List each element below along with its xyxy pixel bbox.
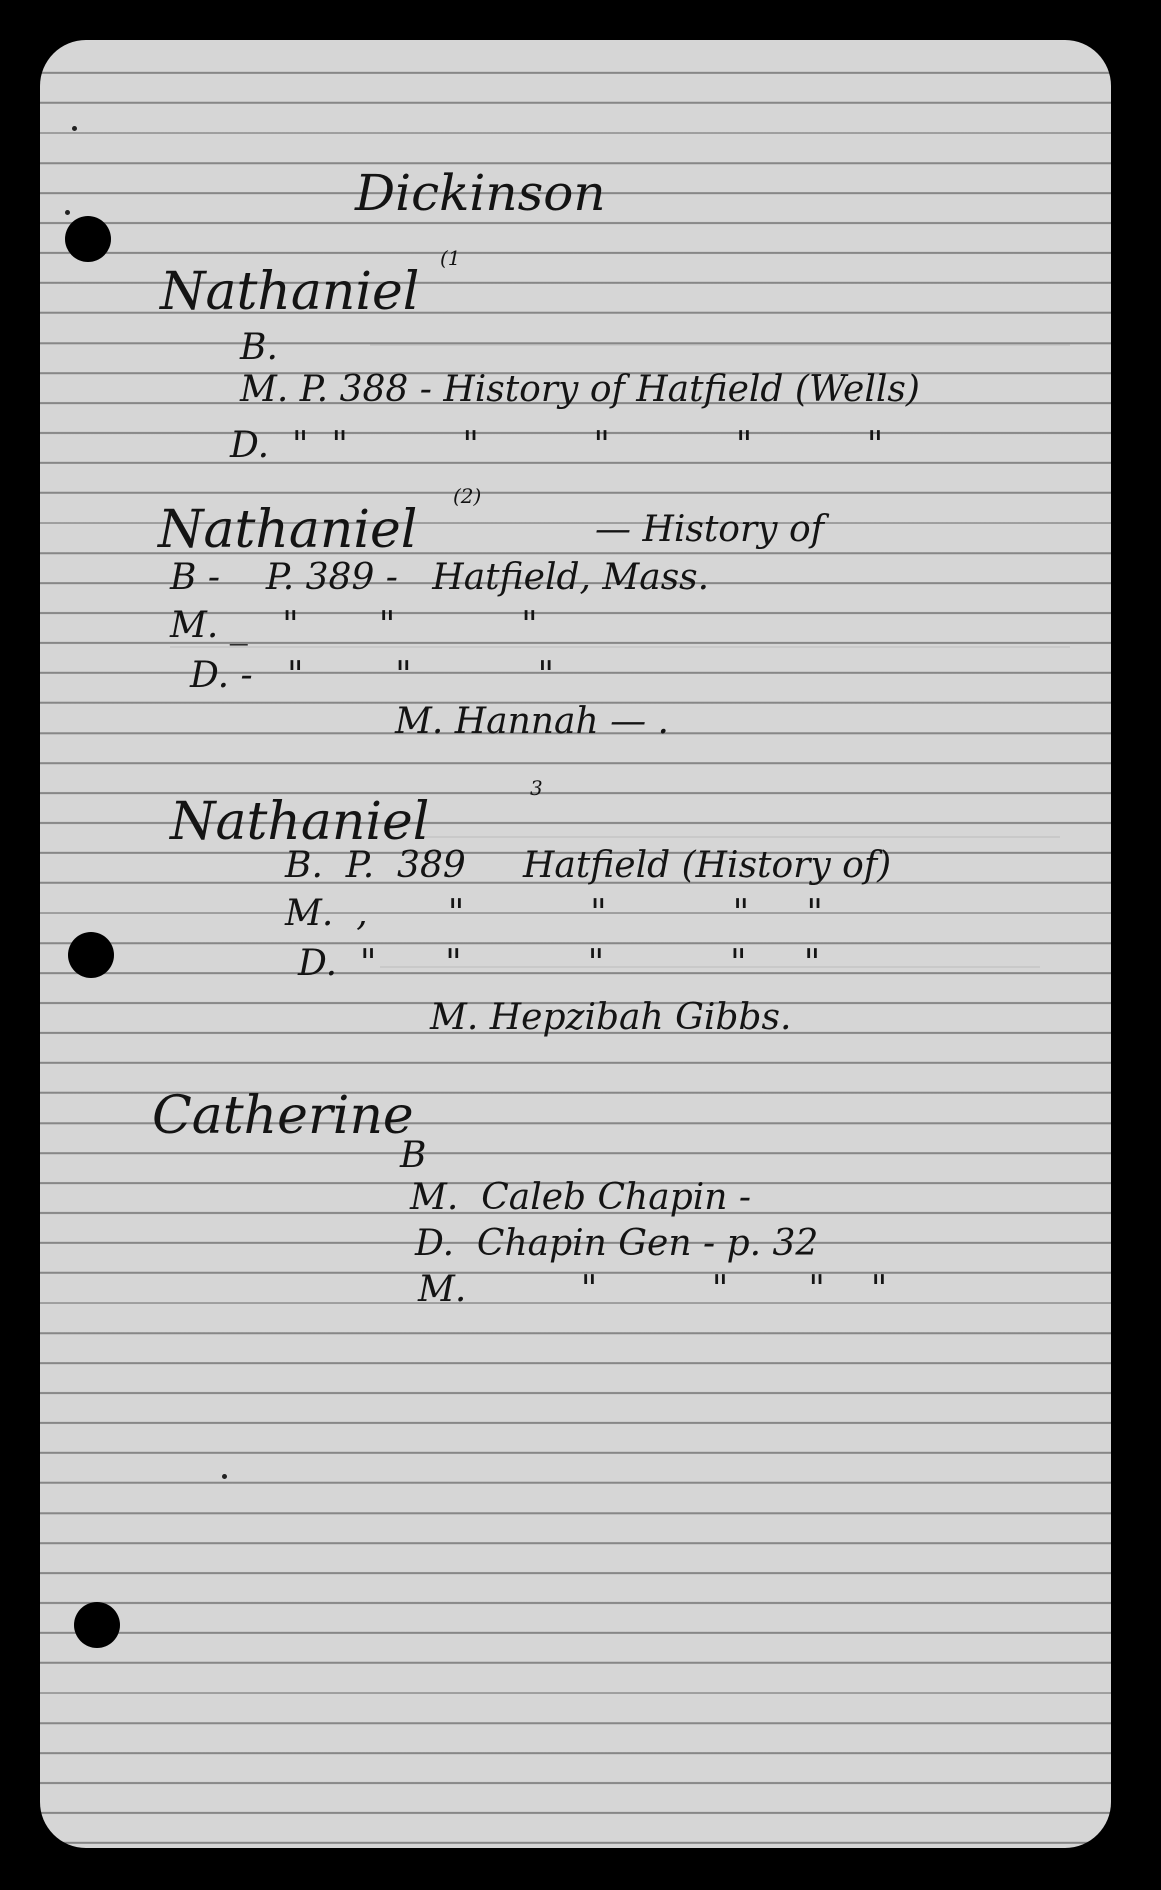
- entry-2-line-birth: B - P. 389 - Hatfield, Mass.: [170, 557, 710, 598]
- card-title: Dickinson: [355, 164, 606, 222]
- entry-2-generation: (2): [453, 484, 482, 508]
- binder-hole-middle: [68, 932, 114, 978]
- entry-2-history-note: — History of: [595, 509, 824, 550]
- binder-hole-bottom: [74, 1602, 120, 1648]
- entry-3-line-death: D. " " " " ": [298, 943, 821, 984]
- entry-4-line-mention: M. " " " ": [418, 1269, 888, 1310]
- paper-speck: [222, 1474, 227, 1479]
- entry-3-line-marriage: M. , " " " ": [285, 893, 823, 934]
- entry-1-line-death: D. " " " " " ": [230, 425, 884, 466]
- index-card: [40, 40, 1111, 1848]
- paper-speck: [65, 210, 70, 215]
- entry-1-line-marriage: M. P. 388 - History of Hatfield (Wells): [240, 369, 920, 410]
- entry-3-name: Nathaniel: [170, 792, 430, 852]
- entry-3-line-birth: B. P. 389 Hatfield (History of): [285, 845, 892, 886]
- entry-4-line-death: D. Chapin Gen - p. 32: [415, 1223, 819, 1264]
- entry-4-name: Catherine: [152, 1086, 414, 1146]
- binder-hole-top: [65, 216, 111, 262]
- entry-1-generation: (1: [440, 246, 461, 270]
- entry-2-spouse: M. Hannah — .: [395, 701, 669, 742]
- entry-1-line-birth: B.: [240, 327, 278, 368]
- entry-4-line-birth: B: [400, 1135, 427, 1176]
- entry-2-line-marriage: M. _ " " ": [170, 605, 538, 646]
- bleed-through-line: [370, 308, 1070, 346]
- entry-2-name: Nathaniel: [158, 500, 418, 560]
- entry-3-generation: 3: [530, 776, 543, 800]
- entry-4-line-marriage: M. Caleb Chapin -: [410, 1177, 752, 1218]
- paper-speck: [72, 126, 77, 131]
- bleed-through-line: [420, 800, 1060, 838]
- entry-3-spouse: M. Hepzibah Gibbs.: [430, 997, 792, 1038]
- entry-2-line-death: D. - " " ": [190, 655, 555, 696]
- entry-1-name: Nathaniel: [160, 262, 420, 322]
